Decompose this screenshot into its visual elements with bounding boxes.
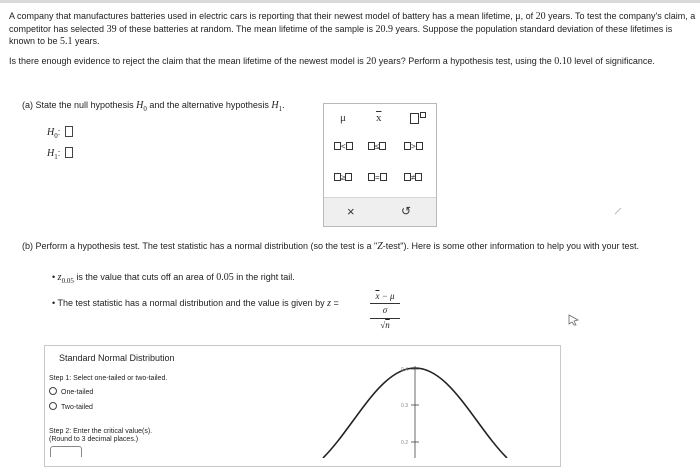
pointer-mark-icon xyxy=(614,207,622,215)
option-one-tailed[interactable]: One-tailed xyxy=(49,387,93,398)
y-tick-label-03: 0.3 xyxy=(401,403,408,409)
h1-input[interactable] xyxy=(65,147,73,158)
option-two-tailed[interactable]: Two-tailed xyxy=(49,402,93,413)
two-tailed-radio[interactable] xyxy=(49,402,57,410)
less-equal-button[interactable]: ≤ xyxy=(368,142,386,152)
clear-icon[interactable]: × xyxy=(347,204,355,219)
h0-input[interactable] xyxy=(65,126,73,137)
bullet-z005: • $z_{0.05}$ is the value that cuts off an area of 0.05 in the right tail. xyxy=(52,272,295,285)
y-tick-label-04: 0.4 xyxy=(401,367,408,373)
h1-row: $H_1$: xyxy=(47,147,73,162)
formula-numerator: $\overline{x} - \mu$ xyxy=(375,291,395,301)
mu-button[interactable]: μ xyxy=(340,112,346,124)
less-than-button[interactable]: < xyxy=(334,142,353,152)
formula-sigma: σ xyxy=(382,305,388,316)
cursor-icon xyxy=(568,314,580,326)
undo-icon[interactable]: ↺ xyxy=(401,204,412,218)
formula-sqrt-n: √n xyxy=(380,319,390,330)
snd-title: Standard Normal Distribution xyxy=(59,353,175,363)
normal-curve-chart xyxy=(205,346,560,458)
z-formula xyxy=(368,291,402,337)
problem-question: Is there enough evidence to reject the claim that the mean lifetime of the newest model is 20 years? Perform a hypothesis test, using the 0.10 level of significance. xyxy=(9,56,655,67)
top-border xyxy=(0,0,700,3)
equal-button[interactable]: = xyxy=(368,173,387,183)
palette-footer xyxy=(324,197,436,226)
critical-value-input[interactable] xyxy=(50,446,82,457)
greater-than-button[interactable]: > xyxy=(404,142,423,152)
x-bar-button[interactable]: $\overline{x}$ xyxy=(376,112,382,124)
problem-statement: A company that manufactures batteries used in electric cars is reporting that their newest model of battery has a mean lifetime, μ, of 20 years. To test the company's claim, a competitor has selected 39 of these batteries at random. The mean lifetime of the sample is 20.9 years. Suppose the population standard deviation of these lifetimes is known to be 5.1 years. xyxy=(9,11,696,47)
part-b-prompt: (b) Perform a hypothesis test. The test statistic has a normal distribution (so the test is a "Z-test"). Here is some other information to help you with your test. xyxy=(22,241,640,252)
h0-row: $H_0$: xyxy=(47,126,73,141)
y-tick-label-02: 0.2 xyxy=(401,440,408,446)
symbol-palette xyxy=(323,103,437,227)
greater-equal-button[interactable]: ≥ xyxy=(334,173,352,183)
not-equal-button[interactable]: ≠ xyxy=(404,173,422,183)
superscript-button[interactable] xyxy=(410,112,426,128)
snd-panel xyxy=(44,345,561,467)
step2-label: Step 2: Enter the critical value(s). (Round to 3 decimal places.) xyxy=(49,428,153,444)
step1-label: Step 1: Select one-tailed or two-tailed. xyxy=(49,375,168,382)
one-tailed-radio[interactable] xyxy=(49,387,57,395)
part-a-prompt: (a) State the null hypothesis $H_0$ and the alternative hypothesis $H_1$. xyxy=(22,100,285,113)
bullet-test-statistic: • The test statistic has a normal distribution and the value is given by z = xyxy=(52,298,339,309)
